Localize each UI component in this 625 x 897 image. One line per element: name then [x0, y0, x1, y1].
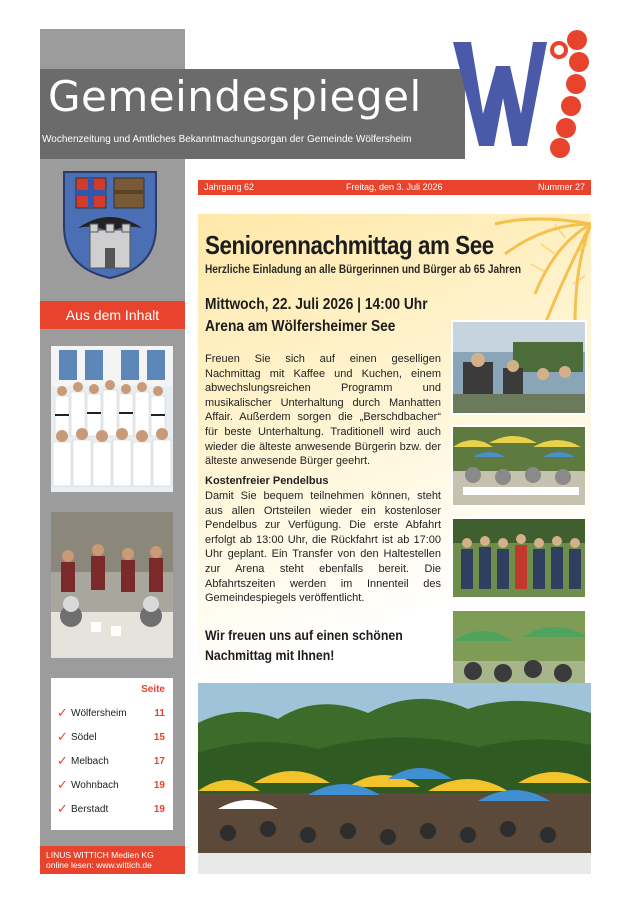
lake-umbrellas-photo: [198, 683, 591, 874]
section-heading-shuttle: Kostenfreier Pendelbus: [205, 475, 329, 487]
publisher-footer: [40, 846, 185, 874]
event-photo-tables: [451, 425, 587, 507]
issue-info-bar: [198, 180, 591, 195]
toc-item[interactable]: [51, 730, 173, 748]
toc-item-page: 17: [153, 756, 165, 767]
article-headline: Seniorennachmittag am See: [205, 230, 494, 260]
toc-item-name: Wohnbach: [71, 780, 119, 791]
toc-item-page: 19: [153, 780, 165, 791]
toc-item[interactable]: [51, 754, 173, 772]
toc-item[interactable]: [51, 778, 173, 796]
toc-item-page: 19: [153, 804, 165, 815]
article-subline: Herzliche Einladung an alle Bürgerinnen und Bürger ab 65 Jahren: [205, 264, 522, 276]
toc-item-name: Wölfersheim: [71, 708, 127, 719]
publisher-online-link[interactable]: online lesen: www.wittich.de: [46, 860, 152, 870]
toc-item-name: Södel: [71, 732, 97, 743]
event-date-time: Mittwoch, 22. Juli 2026 | 14:00 Uhr: [205, 296, 428, 313]
newspaper-subtitle: Wochenzeitung und Amtliches Bekanntmachungsorgan der Gemeinde Wölfersheim: [42, 134, 412, 145]
coat-of-arms-icon: [60, 168, 160, 280]
karate-group-photo: [51, 346, 173, 492]
masthead-gray-block: [40, 29, 185, 69]
toc-item-name: Melbach: [71, 756, 109, 767]
article-body-intro: Freuen Sie sich auf einen geselligen Nachmittag mit Kaffee und Kuchen, einem abwechslungsreichen Programm und musikalischer Unterhaltung durch Manhatten Affair. Außerdem sorgen die „Berschdbacher“ für beste Unterhaltung. Traditionell wird auch wieder die älteste anwesende Bürgerin bzw. der älteste anwesende Bürger geehrt.: [205, 353, 441, 468]
checkmark-icon: ✓: [57, 705, 68, 720]
toc-page-header: Seite: [141, 684, 165, 695]
toc-item-page: 15: [153, 732, 165, 743]
w-logo-icon: [449, 28, 599, 163]
checkmark-icon: ✓: [57, 729, 68, 744]
toc-item-name: Berstadt: [71, 804, 109, 815]
table-of-contents: [51, 678, 173, 830]
seniors-table-photo: [51, 512, 173, 658]
publisher-name: LINUS WITTICH Medien KG: [46, 850, 154, 860]
toc-item[interactable]: [51, 706, 173, 724]
event-location: Arena am Wölfersheimer See: [205, 318, 396, 335]
toc-item-page: 11: [154, 708, 165, 719]
event-photo-honor: [451, 517, 587, 599]
newspaper-title: Gemeindespiegel: [48, 72, 422, 121]
checkmark-icon: ✓: [57, 801, 68, 816]
issue-number: Nummer 27: [537, 182, 585, 192]
contents-heading: Aus dem Inhalt: [40, 301, 185, 329]
issue-year: Jahrgang 62: [204, 182, 255, 192]
article-body-shuttle: Damit Sie bequem teilnehmen können, steht aus allen Ortsteilen wieder ein kostenloser Pendelbus zur Verfügung. Die erste Abfahrt erfolgt ab 13:00 Uhr, die Rückfahrt ist ab 17:00 Uhr geplant. Ein Transfer von den Haltestellen zur Arena steht ebenfalls bereit. Die Abfahrtszeiten werden im Innenteil des Gemeindespiegels veröffentlicht.: [205, 490, 441, 605]
issue-date: Freitag, den 3. Juli 2026: [346, 182, 443, 192]
toc-item[interactable]: [51, 802, 173, 820]
checkmark-icon: ✓: [57, 777, 68, 792]
event-photo-stage: [451, 320, 587, 415]
article-closing: Wir freuen uns auf einen schönen Nachmittag mit Ihnen!: [205, 627, 403, 663]
checkmark-icon: ✓: [57, 753, 68, 768]
